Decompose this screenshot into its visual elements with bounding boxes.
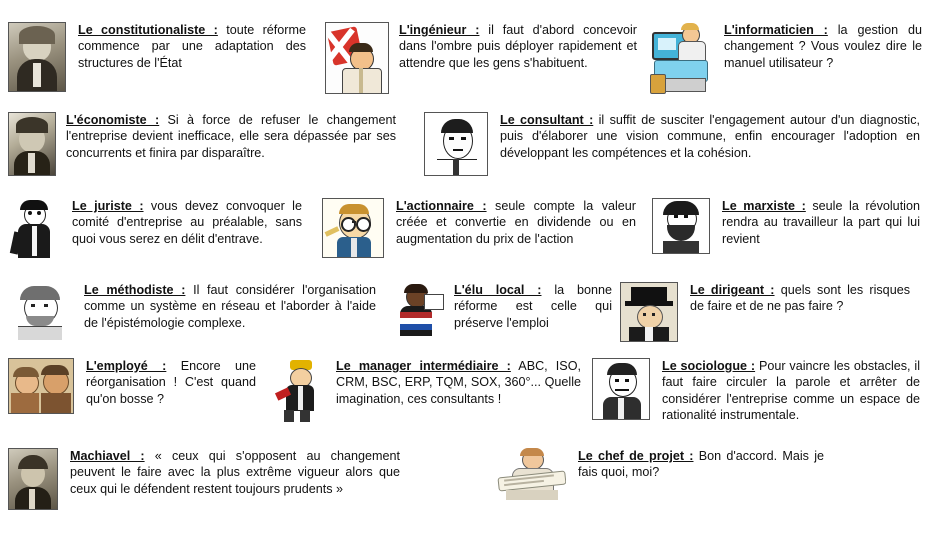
entry-text xyxy=(396,198,636,247)
entry-body-text: il suffit de susciter l'engagement autour d'un diagnostic, puis d'élaborer une vision commune, enfin encourager l'adoption en développant les compétences et la cohésion. xyxy=(500,113,920,160)
entry-body-text: la bonne réforme est celle qui préserve l'emploi xyxy=(454,283,612,330)
entry-role-label: L'informaticien : xyxy=(724,23,828,37)
entry-employe xyxy=(8,358,268,414)
entry-body-text: vous devez convoquer le comité d'entreprise au préalable, sans quoi vous serez en délit d'entrave. xyxy=(72,199,302,246)
entry-body-text: la gestion du changement ? Vous voulez dire le manuel utilisateur ? xyxy=(724,23,922,70)
entry-text xyxy=(336,358,581,407)
entry-text xyxy=(724,22,922,71)
portrait-consultant-icon xyxy=(424,112,488,176)
entry-role-label: Le consultant : xyxy=(500,113,594,127)
entry-body-text: seule la révolution rendra au travailleur la part qui lui revient xyxy=(722,199,920,246)
entry-economiste xyxy=(8,112,398,176)
entry-role-label: Le marxiste : xyxy=(722,199,806,213)
entry-body-text: toute réforme commence par une adaptation des structures de l'État xyxy=(78,23,306,70)
entry-text xyxy=(84,282,376,331)
illustration-juriste-icon xyxy=(8,198,60,262)
entry-role-label: Le juriste : xyxy=(72,199,144,213)
entry-text xyxy=(662,358,920,423)
entry-methodiste xyxy=(8,282,378,340)
entry-text xyxy=(454,282,612,331)
entry-body-text: Si à force de refuser le changement l'entreprise devient inefficace, elle sera dépassée par ses concurrents et finira par disparaître. xyxy=(66,113,396,160)
entry-role-label: L'élu local : xyxy=(454,283,542,297)
portrait-economiste-icon xyxy=(8,112,56,176)
entry-role-label: Le constitutionaliste : xyxy=(78,23,218,37)
illustration-employe-icon xyxy=(8,358,74,414)
entry-body-text: quels sont les risques de faire et de ne pas faire ? xyxy=(690,283,910,314)
entry-role-label: Le dirigeant : xyxy=(690,283,775,297)
entry-body-text: « ceux qui s'opposent au changement peuvent le faire avec la plus extrême vigueur alors que ceux qui le défendent restent toujours prudents » xyxy=(70,449,400,496)
entry-role-label: Le méthodiste : xyxy=(84,283,186,297)
illustration-dirigeant-icon xyxy=(620,282,678,342)
entry-role-label: L'actionnaire : xyxy=(396,199,487,213)
entry-chef-de-projet xyxy=(496,448,836,500)
entry-elu-local xyxy=(388,282,618,344)
entry-constitutionaliste xyxy=(8,22,308,92)
illustration-elu-local-icon xyxy=(388,282,444,344)
entry-text xyxy=(690,282,910,315)
entry-dirigeant xyxy=(620,282,920,342)
portrait-machiavel-icon xyxy=(8,448,58,510)
entry-body-text: Bon d'accord. Mais je fais quoi, moi? xyxy=(578,449,824,480)
entry-text xyxy=(500,112,920,161)
entry-text xyxy=(66,112,396,161)
entry-role-label: Le manager intermédiaire : xyxy=(336,359,511,373)
entry-role-label: Le sociologue : xyxy=(662,359,756,373)
entry-text xyxy=(70,448,400,497)
entry-ingenieur xyxy=(325,22,640,94)
portrait-marxiste-icon xyxy=(652,198,710,254)
portrait-sociologue-icon xyxy=(592,358,650,420)
entry-body-text: Encore une réorganisation ! C'est quand qu'on bosse ? xyxy=(86,359,256,406)
entry-role-label: L'économiste : xyxy=(66,113,160,127)
illustration-methodiste-icon xyxy=(8,282,72,340)
illustration-actionnaire-icon xyxy=(322,198,384,258)
entry-body-text: seule compte la valeur créée et convertie en dividende ou en augmentation du prix de l'action xyxy=(396,199,636,246)
entry-text xyxy=(78,22,306,71)
entry-body-text: il faut d'abord concevoir dans l'ombre puis déployer rapidement et attendre que les gens s'habituent. xyxy=(399,23,637,70)
entry-body-text: ABC, ISO, CRM, BSC, ERP, TQM, SOX, 360°... Quelle imagination, ces consultants ! xyxy=(336,359,581,406)
entry-text xyxy=(578,448,824,481)
entry-consultant xyxy=(424,112,924,176)
illustration-chef-de-projet-icon xyxy=(496,448,566,500)
entry-text xyxy=(722,198,920,247)
entry-juriste xyxy=(8,198,308,262)
entry-manager-intermediaire xyxy=(272,358,592,422)
entry-text xyxy=(399,22,637,71)
entry-actionnaire xyxy=(322,198,642,258)
entry-sociologue xyxy=(592,358,924,423)
entry-role-label: Le chef de projet : xyxy=(578,449,694,463)
portrait-constitutionaliste-icon xyxy=(8,22,66,92)
illustration-ingenieur-icon xyxy=(325,22,389,94)
entry-role-label: L'employé : xyxy=(86,359,167,373)
entry-informaticien xyxy=(648,22,923,94)
entry-text xyxy=(86,358,256,407)
illustration-manager-icon xyxy=(272,358,324,422)
entry-text xyxy=(72,198,302,247)
entry-role-label: L'ingénieur : xyxy=(399,23,480,37)
illustration-informaticien-icon xyxy=(648,22,714,94)
entry-body-text: Il faut considérer l'organisation comme un système en réseau et l'aborder à l'aide de l'épistémologie complexe. xyxy=(84,283,376,330)
entry-machiavel xyxy=(8,448,408,510)
entry-marxiste xyxy=(652,198,924,254)
entry-role-label: Machiavel : xyxy=(70,449,145,463)
entry-body-text: Pour vaincre les obstacles, il faut faire circuler la parole et arrêter de considérer l'entreprise comme un espace de rationalité instrumentale. xyxy=(662,359,920,423)
